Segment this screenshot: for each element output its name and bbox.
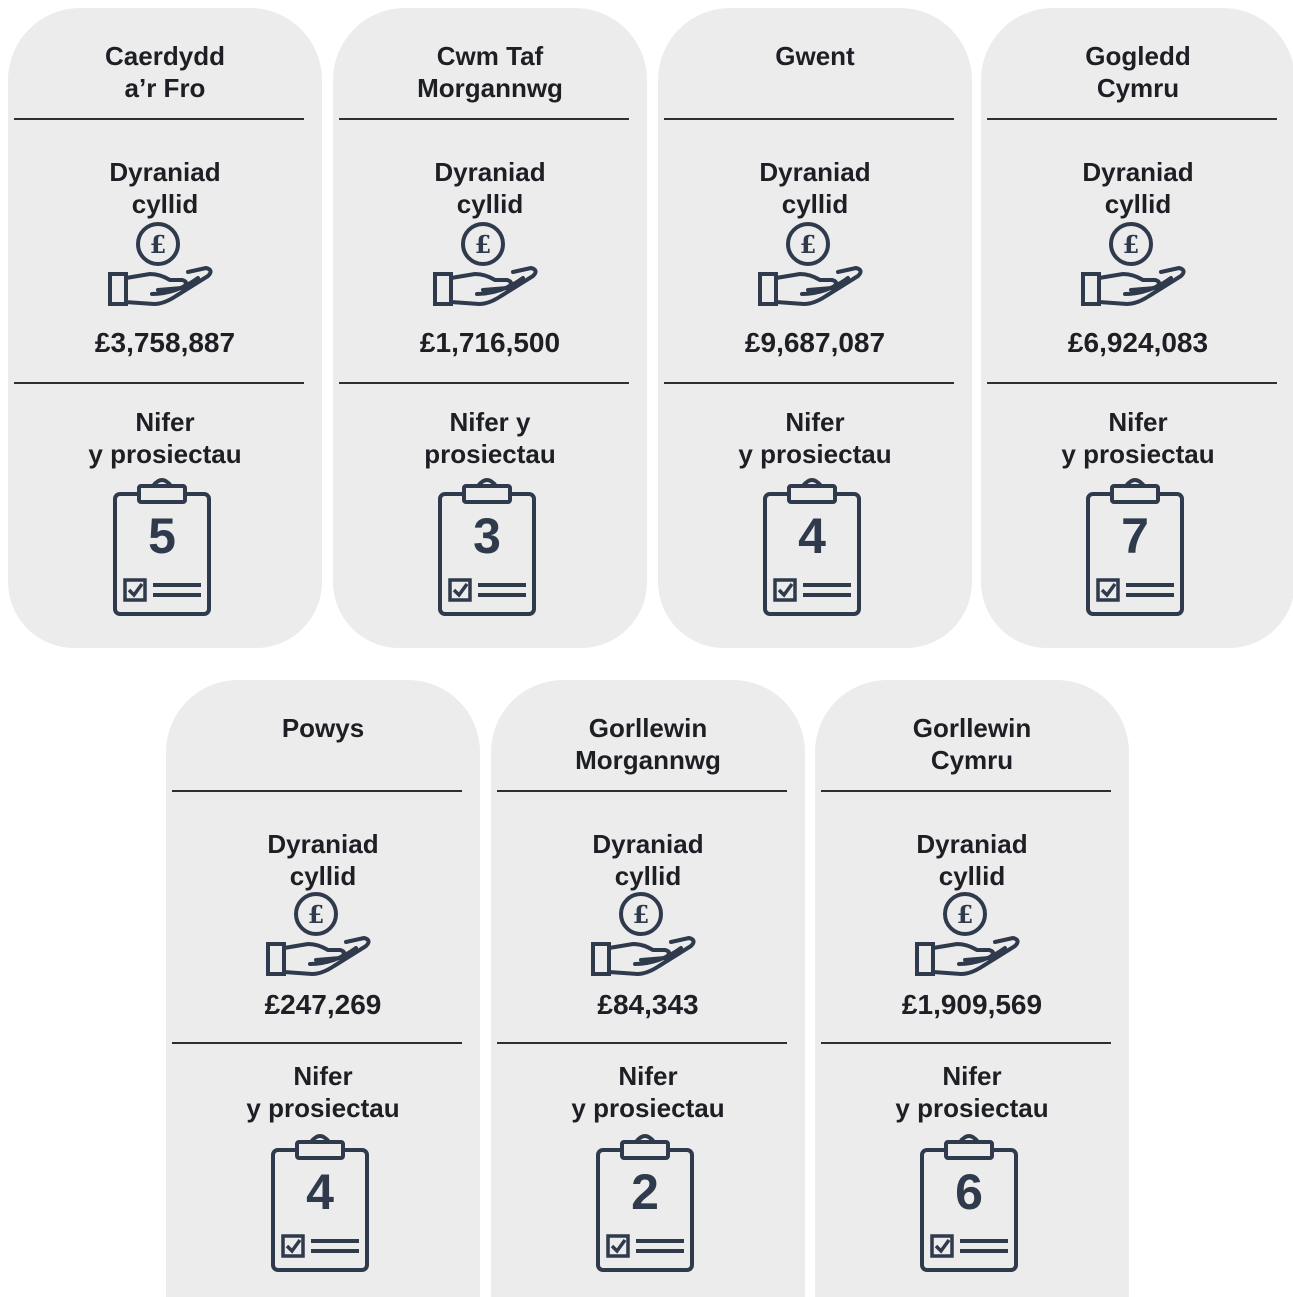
projects-label: Nifer y prosiectau <box>1061 407 1215 469</box>
divider <box>821 790 1111 792</box>
project-count: 7 <box>1121 508 1149 564</box>
region-name: Powys <box>281 713 365 743</box>
divider <box>14 382 304 384</box>
funding-amount: £1,909,569 <box>901 989 1043 1020</box>
divider <box>172 790 462 792</box>
region-card-gwent <box>658 8 972 648</box>
region-card-gorllewin-morgannwg <box>491 680 805 1297</box>
funding-label: Dyraniad cyllid <box>1082 157 1194 219</box>
projects-label: Nifer y prosiectau <box>571 1061 725 1123</box>
svg-text:£: £ <box>632 900 650 929</box>
svg-text:£: £ <box>307 900 325 929</box>
divider <box>497 1042 787 1044</box>
projects-label: Nifer y prosiectau <box>424 407 556 469</box>
project-count: 3 <box>473 508 501 564</box>
funding-label: Dyraniad cyllid <box>109 157 221 219</box>
region-card-caerdydd <box>8 8 322 648</box>
funding-amount: £1,716,500 <box>419 327 561 358</box>
funding-amount: £247,269 <box>264 989 382 1020</box>
region-name: Gorllewin Morgannwg <box>575 713 721 775</box>
hand-pound-coin-icon <box>1079 220 1189 316</box>
region-name: Gogledd Cymru <box>1085 41 1191 103</box>
projects-label: Nifer y prosiectau <box>88 407 242 469</box>
region-name: Gwent <box>775 41 855 71</box>
funding-amount: £9,687,087 <box>744 327 886 358</box>
projects-label: Nifer y prosiectau <box>738 407 892 469</box>
region-card-gogledd-cymru <box>981 8 1293 648</box>
funding-label: Dyraniad cyllid <box>267 829 379 891</box>
divider <box>987 118 1277 120</box>
funding-amount: £84,343 <box>597 989 699 1020</box>
project-count: 5 <box>148 508 176 564</box>
projects-label: Nifer y prosiectau <box>246 1061 400 1123</box>
funding-amount: £6,924,083 <box>1067 327 1209 358</box>
divider <box>664 382 954 384</box>
divider <box>821 1042 1111 1044</box>
project-count: 4 <box>798 508 826 564</box>
region-name: Gorllewin Cymru <box>912 713 1032 775</box>
funding-amount: £3,758,887 <box>94 327 236 358</box>
region-card-gorllewin-cymru <box>815 680 1129 1297</box>
hand-pound-coin-icon <box>756 220 866 316</box>
project-count: 4 <box>306 1164 334 1220</box>
hand-pound-coin-icon <box>431 220 541 316</box>
funding-label: Dyraniad cyllid <box>759 157 871 219</box>
projects-label: Nifer y prosiectau <box>895 1061 1049 1123</box>
divider <box>497 790 787 792</box>
hand-pound-coin-icon <box>913 890 1023 986</box>
region-name: Caerdydd a’r Fro <box>105 41 225 103</box>
funding-label: Dyraniad cyllid <box>434 157 546 219</box>
divider <box>987 382 1277 384</box>
divider <box>14 118 304 120</box>
region-card-powys <box>166 680 480 1297</box>
divider <box>339 118 629 120</box>
region-card-cwm-taf <box>333 8 647 648</box>
divider <box>172 1042 462 1044</box>
svg-text:£: £ <box>474 230 492 259</box>
svg-text:£: £ <box>799 230 817 259</box>
region-name: Cwm Taf Morgannwg <box>417 41 563 103</box>
hand-pound-coin-icon <box>264 890 374 986</box>
hand-pound-coin-icon <box>106 220 216 316</box>
svg-text:£: £ <box>1122 230 1140 259</box>
divider <box>664 118 954 120</box>
funding-label: Dyraniad cyllid <box>916 829 1028 891</box>
svg-text:£: £ <box>956 900 974 929</box>
project-count: 2 <box>631 1164 659 1220</box>
divider <box>339 382 629 384</box>
project-count: 6 <box>955 1164 983 1220</box>
svg-text:£: £ <box>149 230 167 259</box>
hand-pound-coin-icon <box>589 890 699 986</box>
funding-label: Dyraniad cyllid <box>592 829 704 891</box>
